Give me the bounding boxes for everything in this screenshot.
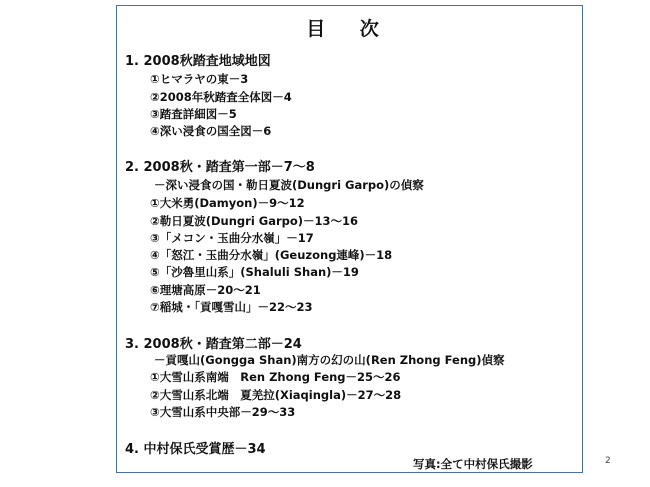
section-subtitle: －深い浸食の国・勒日夏波(Dungri Garpo)の偵察 xyxy=(154,178,424,192)
photo-credit: 写真:全て中村保氏撮影 xyxy=(413,457,533,471)
toc-frame xyxy=(116,5,583,473)
toc-item: ①ヒマラヤの東－3 xyxy=(150,72,249,86)
toc-item: ①大米勇(Damyon)－9～12 xyxy=(150,196,305,210)
section-heading-2: 2. 2008秋・踏査第一部－7～8 xyxy=(125,160,315,175)
page-number: 2 xyxy=(605,456,611,466)
toc-item: ③大雪山系中央部－29～33 xyxy=(150,405,296,419)
toc-item: ④深い浸食の国全図－6 xyxy=(150,124,272,138)
toc-item: ⑤「沙魯里山系」(Shaluli Shan)－19 xyxy=(150,265,359,279)
toc-item: ③踏査詳細図－5 xyxy=(150,107,237,121)
section-heading-4: 4. 中村保氏受賞歴－34 xyxy=(125,442,266,457)
section-subtitle: －貢嘎山(Gongga Shan)南方の幻の山(Ren Zhong Feng)偵察 xyxy=(154,353,505,367)
page-title: 目 次 xyxy=(306,18,393,40)
toc-item: ⑦稲城・「貢嘎雪山」－22～23 xyxy=(150,300,313,314)
toc-item: ①大雪山系南端 Ren Zhong Feng－25～26 xyxy=(150,370,401,384)
section-heading-3: 3. 2008秋・踏査第二部－24 xyxy=(125,337,302,352)
section-heading-1: 1. 2008秋踏査地域地図 xyxy=(125,54,271,69)
toc-item: ②2008年秋踏査全体図－4 xyxy=(150,90,292,104)
toc-item: ④「怒江・玉曲分水嶺」(Geuzong連峰)－18 xyxy=(150,248,393,262)
toc-item: ③「メコン・玉曲分水嶺」－17 xyxy=(150,231,314,245)
toc-item: ②大雪山系北端 夏羌拉(Xiaqingla)－27～28 xyxy=(150,388,402,402)
toc-item: ②勒日夏波(Dungri Garpo)－13～16 xyxy=(150,214,359,228)
toc-item: ⑥理塘高原－20～21 xyxy=(150,283,261,297)
